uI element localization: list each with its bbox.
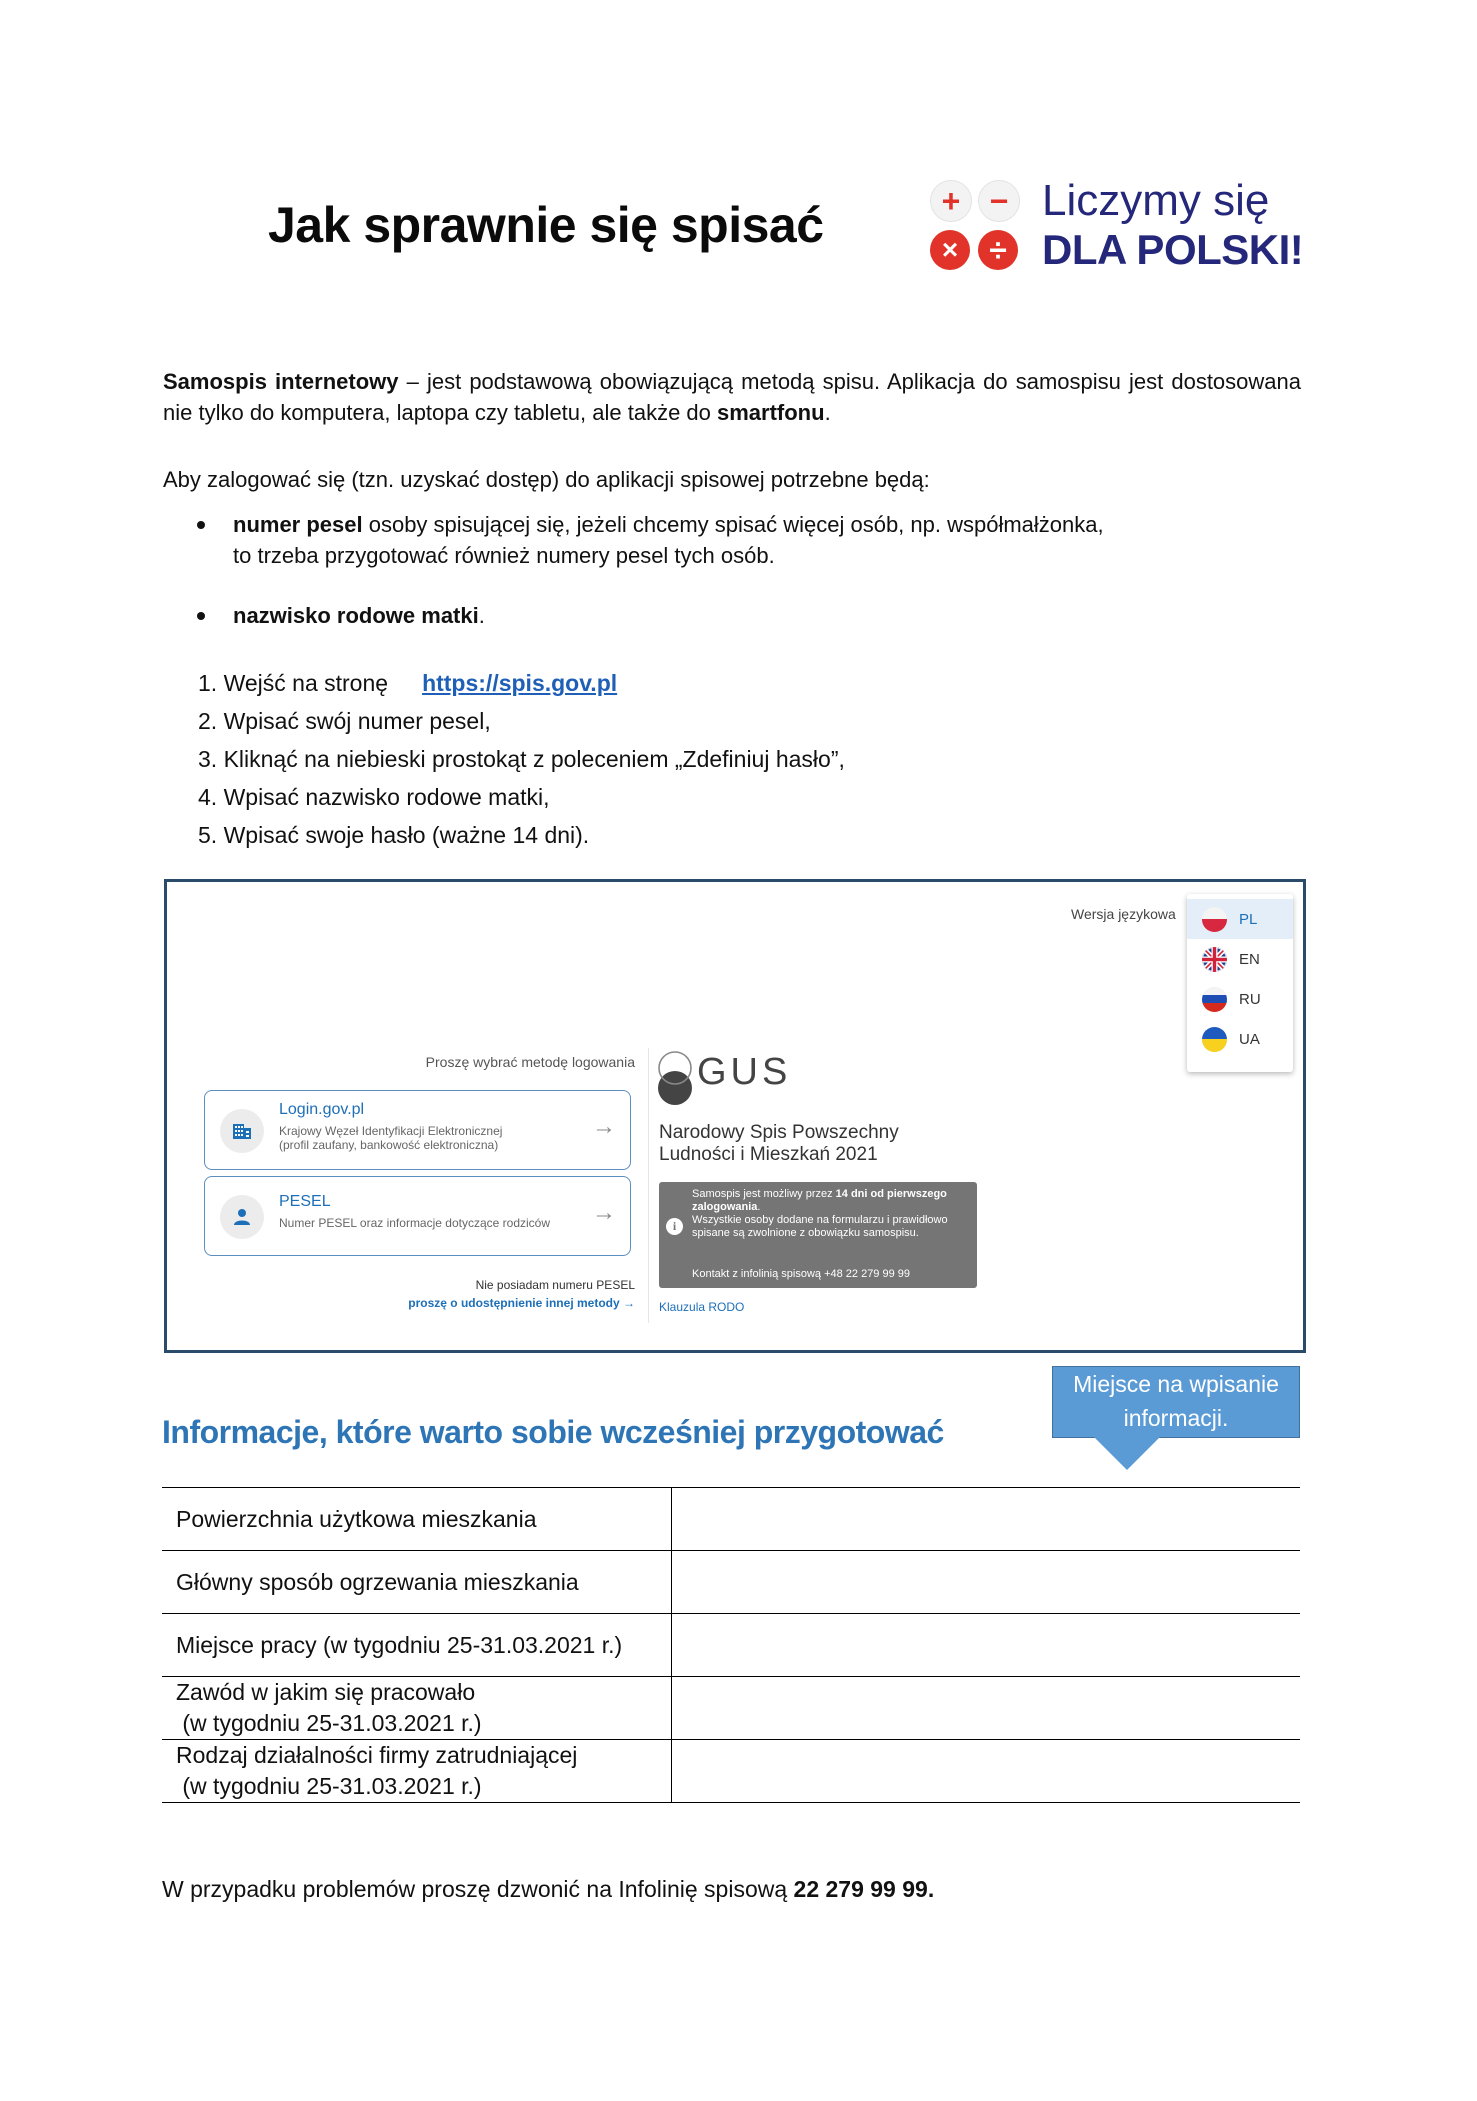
row-value-field[interactable] xyxy=(672,1677,1300,1740)
requirement-bold: numer pesel xyxy=(233,512,363,537)
login-gov-card[interactable] xyxy=(204,1090,631,1170)
card-title: Login.gov.pl xyxy=(279,1101,365,1118)
no-pesel-label: Nie posiadam numeru PESEL xyxy=(475,1278,635,1292)
choose-method-label: Proszę wybrać metodę logowania xyxy=(425,1054,635,1070)
arrow-right-icon: → xyxy=(592,1113,616,1140)
step-item: 5. Wpisać swoje hasło (ważne 14 dni). xyxy=(198,822,590,848)
intro-paragraph xyxy=(163,366,1301,428)
prep-table xyxy=(162,1487,1300,1803)
callout-arrow-icon xyxy=(1094,1437,1160,1470)
footer-note xyxy=(162,1874,934,1905)
info-text-b: . xyxy=(757,1201,761,1213)
gus-logo xyxy=(657,1046,797,1108)
arrow-right-icon: → xyxy=(592,1199,616,1226)
row-label xyxy=(162,1677,672,1740)
requirement-text: . xyxy=(478,603,485,628)
footer-text: W przypadku problemów proszę dzwonić na Infolinię spisową xyxy=(162,1876,794,1902)
census-name: Narodowy Spis Powszechny Ludności i Mieszkań 2021 xyxy=(659,1122,899,1165)
rodo-link[interactable]: Klauzula RODO xyxy=(659,1300,745,1314)
divide-icon: ÷ xyxy=(978,230,1018,270)
pesel-card[interactable] xyxy=(204,1176,631,1256)
building-icon xyxy=(220,1109,264,1153)
language-code: RU xyxy=(1239,990,1261,1008)
multiply-icon: × xyxy=(930,230,970,270)
table-row xyxy=(162,1677,1300,1740)
step-item: 2. Wpisać swój numer pesel, xyxy=(198,708,491,734)
other-method-link[interactable]: proszę o udostępnienie innej metody → xyxy=(408,1296,635,1310)
card-subtitle: Numer PESEL oraz informacje dotyczące rodziców xyxy=(279,1216,550,1230)
flag-poland-icon xyxy=(1202,907,1227,932)
language-option-en[interactable] xyxy=(1187,939,1293,979)
row-label-line1: Zawód w jakim się pracowało xyxy=(176,1679,476,1705)
card-subtitle: Krajowy Węzeł Identyfikacji Elektronicznej xyxy=(279,1124,503,1138)
bullet-icon xyxy=(197,612,205,620)
language-code: PL xyxy=(1239,910,1258,928)
requirements-lead: Aby zalogować się (tzn. uzyskać dostęp) do aplikacji spisowej potrzebne będą: xyxy=(163,467,930,492)
language-option-ua[interactable] xyxy=(1187,1019,1293,1059)
row-label-line1: Rodzaj działalności firmy zatrudniającej xyxy=(176,1742,578,1768)
footer-phone: 22 279 99 99. xyxy=(793,1876,935,1902)
logo-text-line1: Liczymy się xyxy=(1042,176,1270,225)
person-icon xyxy=(220,1195,264,1239)
table-row xyxy=(162,1614,1300,1677)
intro-bold-lead: Samospis internetowy xyxy=(163,369,399,394)
column-divider xyxy=(648,1048,649,1323)
section-heading: Informacje, które warto sobie wcześniej przygotować xyxy=(162,1414,944,1450)
campaign-logo xyxy=(930,178,1310,288)
callout-box: Miejsce na wpisanie informacji. xyxy=(1052,1366,1300,1438)
gus-logo-text: GUS xyxy=(697,1051,792,1093)
table-row xyxy=(162,1488,1300,1551)
step-text: 1. Wejść na stronę xyxy=(198,670,389,696)
language-option-pl[interactable] xyxy=(1187,899,1293,939)
requirement-text: osoby spisującej się, jeżeli chcemy spisać więcej osób, np. współmałżonka, xyxy=(362,512,1104,537)
spis-link[interactable]: https://spis.gov.pl xyxy=(422,670,618,696)
language-code: EN xyxy=(1239,950,1260,968)
login-screenshot xyxy=(164,879,1306,1353)
table-row xyxy=(162,1551,1300,1614)
page-title: Jak sprawnie się spisać xyxy=(268,197,824,253)
step-item: 3. Kliknąć na niebieski prostokąt z poleceniem „Zdefiniuj hasło”, xyxy=(198,746,845,772)
minus-icon: − xyxy=(978,180,1020,222)
step-item xyxy=(198,668,617,699)
card-title: PESEL xyxy=(279,1193,331,1210)
info-icon: i xyxy=(666,1218,683,1235)
row-value-field[interactable] xyxy=(672,1488,1300,1551)
gus-emblem-icon xyxy=(657,1046,697,1108)
info-box xyxy=(659,1182,977,1288)
row-value-field[interactable] xyxy=(672,1614,1300,1677)
row-label-line2: (w tygodniu 25-31.03.2021 r.) xyxy=(176,1710,482,1736)
plus-icon: + xyxy=(930,180,972,222)
row-value-field[interactable] xyxy=(672,1740,1300,1803)
flag-russia-icon xyxy=(1202,987,1227,1012)
flag-uk-icon xyxy=(1202,947,1227,972)
info-bold: 14 dni od pierwszego zalogowania xyxy=(692,1188,947,1213)
intro-bold-tail: smartfonu xyxy=(717,400,825,425)
requirement-text-line2: to trzeba przygotować również numery pesel tych osób. xyxy=(233,543,775,568)
row-label: Miejsce pracy (w tygodniu 25-31.03.2021 r.) xyxy=(162,1614,672,1677)
bullet-icon xyxy=(197,521,205,529)
info-text-c: Wszystkie osoby dodane na formularzu i prawidłowo spisane są zwolnione z obowiązku samospisu. xyxy=(692,1214,948,1239)
row-label: Główny sposób ogrzewania mieszkania xyxy=(162,1551,672,1614)
row-label xyxy=(162,1740,672,1803)
logo-text-line2: DLA POLSKI! xyxy=(1042,226,1304,273)
card-subtitle-line2: (profil zaufany, bankowość elektroniczna) xyxy=(279,1138,499,1152)
intro-text: – jest podstawową obowiązującą metodą spisu. Aplikacja do samospisu jest dostosowana nie tylko do komputera, laptopa czy tabletu, ale także do xyxy=(163,369,1301,425)
row-label-line2: (w tygodniu 25-31.03.2021 r.) xyxy=(176,1773,482,1799)
row-value-field[interactable] xyxy=(672,1551,1300,1614)
language-option-ru[interactable] xyxy=(1187,979,1293,1019)
language-menu xyxy=(1187,894,1293,1072)
row-label: Powierzchnia użytkowa mieszkania xyxy=(162,1488,672,1551)
intro-period: . xyxy=(824,400,831,425)
step-item: 4. Wpisać nazwisko rodowe matki, xyxy=(198,784,550,810)
language-label: Wersja językowa xyxy=(1071,906,1176,922)
language-code: UA xyxy=(1239,1030,1260,1048)
table-row xyxy=(162,1740,1300,1803)
info-text-a: Samospis jest możliwy przez xyxy=(692,1188,836,1200)
info-contact: Kontakt z infolinią spisową +48 22 279 99 99 xyxy=(692,1268,911,1280)
requirement-bold: nazwisko rodowe matki xyxy=(233,603,479,628)
flag-ukraine-icon xyxy=(1202,1027,1227,1052)
